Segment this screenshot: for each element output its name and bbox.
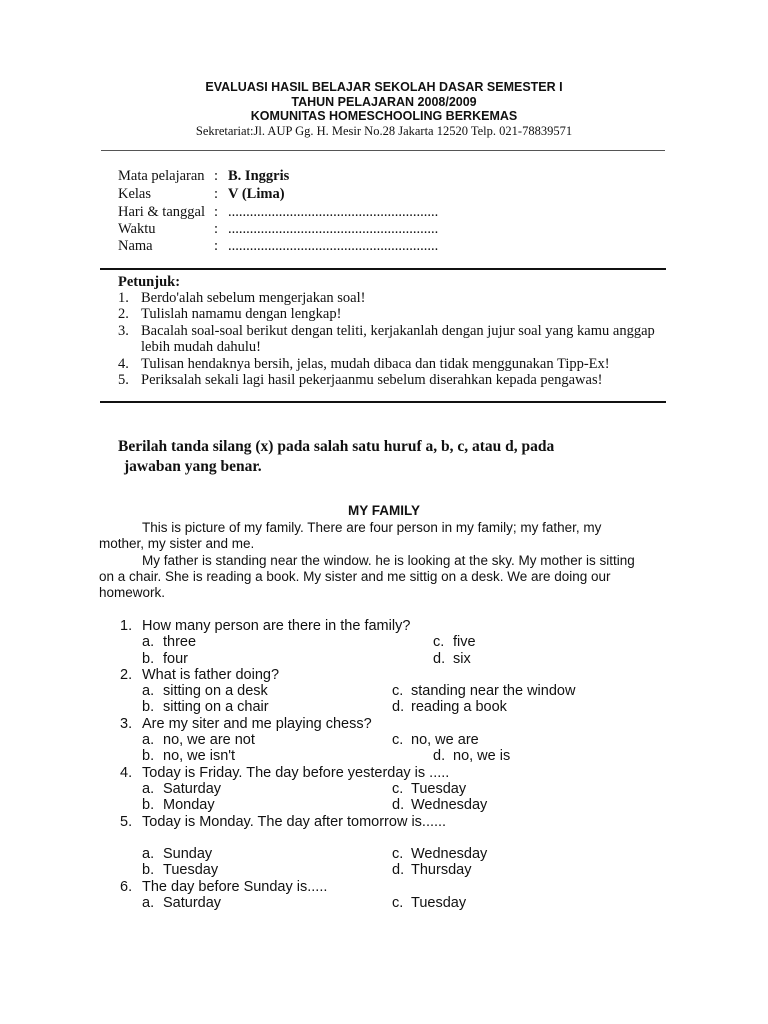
instruction-number: 3. [118,323,129,339]
option-text[interactable]: Wednesday [411,846,488,862]
option-text[interactable]: Thursday [411,862,472,878]
info-label: Hari & tanggal [118,204,205,220]
question-number: 1. [120,618,133,634]
option-text[interactable]: Tuesday [411,781,467,797]
option-text[interactable]: sitting on a desk [163,683,268,699]
instruction-text: Periksalah sekali lagi hasil pekerjaanmu sebelum diserahkan kepada pengawas! [141,372,603,388]
section-divider [100,268,666,270]
passage-line: on a chair. She is reading a book. My sister and me sittig on a desk. We are doing our [99,569,611,584]
question-text: How many person are there in the family? [142,618,411,634]
time-field[interactable]: .......................................................... [228,221,439,237]
question-number: 4. [120,765,133,781]
option-text[interactable]: standing near the window [411,683,576,699]
option-letter[interactable]: a. [142,781,155,797]
instruction-text: Berdo'alah sebelum mengerjakan soal! [141,290,366,306]
passage-line: mother, my sister and me. [99,536,255,551]
option-letter[interactable]: b. [142,797,155,813]
instruction-text-continued: lebih mudah dahulu! [141,339,262,355]
question-text: Today is Monday. The day after tomorrow is...... [142,814,447,830]
option-text[interactable]: Monday [163,797,215,813]
info-label: Mata pelajaran [118,168,205,184]
instruction-text: Tulislah namamu dengan lengkap! [141,306,342,322]
info-colon: : [214,221,219,237]
info-colon: : [214,204,219,220]
option-letter[interactable]: a. [142,683,155,699]
name-field[interactable]: .......................................................... [228,238,439,254]
question-text: What is father doing? [142,667,280,683]
instructions-title: Petunjuk: [118,274,181,290]
passage-line: My father is standing near the window. he is looking at the sky. My mother is sitting [142,553,635,568]
option-letter[interactable]: d. [392,797,405,813]
option-text[interactable]: Tuesday [411,895,467,911]
option-text[interactable]: reading a book [411,699,507,715]
option-text[interactable]: Tuesday [163,862,219,878]
option-letter[interactable]: c. [392,846,404,862]
instruction-number: 4. [118,356,129,372]
option-letter[interactable]: d. [433,651,446,667]
option-text[interactable]: Sunday [163,846,213,862]
option-letter[interactable]: b. [142,651,155,667]
question-number: 3. [120,716,133,732]
option-text[interactable]: six [453,651,471,667]
option-letter[interactable]: d. [433,748,446,764]
option-letter[interactable]: c. [392,895,404,911]
option-text[interactable]: no, we is [453,748,511,764]
header-title-line3: KOMUNITAS HOMESCHOOLING BERKEMAS [250,109,518,123]
option-text[interactable]: four [163,651,188,667]
option-text[interactable]: Saturday [163,895,222,911]
option-letter[interactable]: b. [142,862,155,878]
option-letter[interactable]: d. [392,862,405,878]
info-colon: : [214,186,219,202]
header-divider [101,150,665,151]
question-number: 2. [120,667,133,683]
option-text[interactable]: three [163,634,197,650]
info-label: Kelas [118,186,152,202]
option-letter[interactable]: c. [392,732,404,748]
instruction-text: Tulisan hendaknya bersih, jelas, mudah dibaca dan tidak menggunakan Tipp-Ex! [141,356,610,372]
instruction-text: Bacalah soal-soal berikut dengan teliti, kerjakanlah dengan jujur soal yang kamu anggap [141,323,655,339]
option-letter[interactable]: c. [392,781,404,797]
option-text[interactable]: no, we are not [163,732,255,748]
header-address: Sekretariat:Jl. AUP Gg. H. Mesir No.28 Jakarta 12520 Telp. 021-78839571 [195,124,573,138]
question-number: 6. [120,879,133,895]
option-letter[interactable]: c. [392,683,404,699]
option-text[interactable]: five [453,634,476,650]
info-colon: : [214,168,219,184]
option-letter[interactable]: a. [142,634,155,650]
question-text: The day before Sunday is..... [142,879,328,895]
option-letter[interactable]: a. [142,732,155,748]
section-divider [100,401,666,403]
option-text[interactable]: sitting on a chair [163,699,269,715]
option-letter[interactable]: c. [433,634,445,650]
instruction-number: 2. [118,306,129,322]
option-letter[interactable]: d. [392,699,405,715]
question-text: Today is Friday. The day before yesterday is ..... [142,765,450,781]
question-number: 5. [120,814,133,830]
subject-value: B. Inggris [228,168,290,184]
info-colon: : [214,238,219,254]
header-title-line2: TAHUN PELAJARAN 2008/2009 [291,95,477,109]
option-letter[interactable]: b. [142,699,155,715]
question-text: Are my siter and me playing chess? [142,716,372,732]
instruction-number: 5. [118,372,129,388]
option-text[interactable]: no, we isn't [163,748,236,764]
passage-line: This is picture of my family. There are four person in my family; my father, my [142,520,602,535]
option-text[interactable]: no, we are [411,732,479,748]
option-letter[interactable]: b. [142,748,155,764]
passage-line: homework. [99,585,166,600]
header-title-line1: EVALUASI HASIL BELAJAR SEKOLAH DASAR SEMESTER I [205,80,563,94]
passage-title: MY FAMILY [347,503,420,518]
directive-line1: Berilah tanda silang (x) pada salah satu huruf a, b, c, atau d, pada [118,438,555,455]
directive-line2: jawaban yang benar. [124,458,262,475]
class-value: V (Lima) [228,186,285,202]
instruction-number: 1. [118,290,129,306]
info-label: Nama [118,238,153,254]
option-text[interactable]: Wednesday [411,797,488,813]
date-field[interactable]: .......................................................... [228,204,439,220]
option-letter[interactable]: a. [142,895,155,911]
option-letter[interactable]: a. [142,846,155,862]
info-label: Waktu [118,221,156,237]
option-text[interactable]: Saturday [163,781,222,797]
